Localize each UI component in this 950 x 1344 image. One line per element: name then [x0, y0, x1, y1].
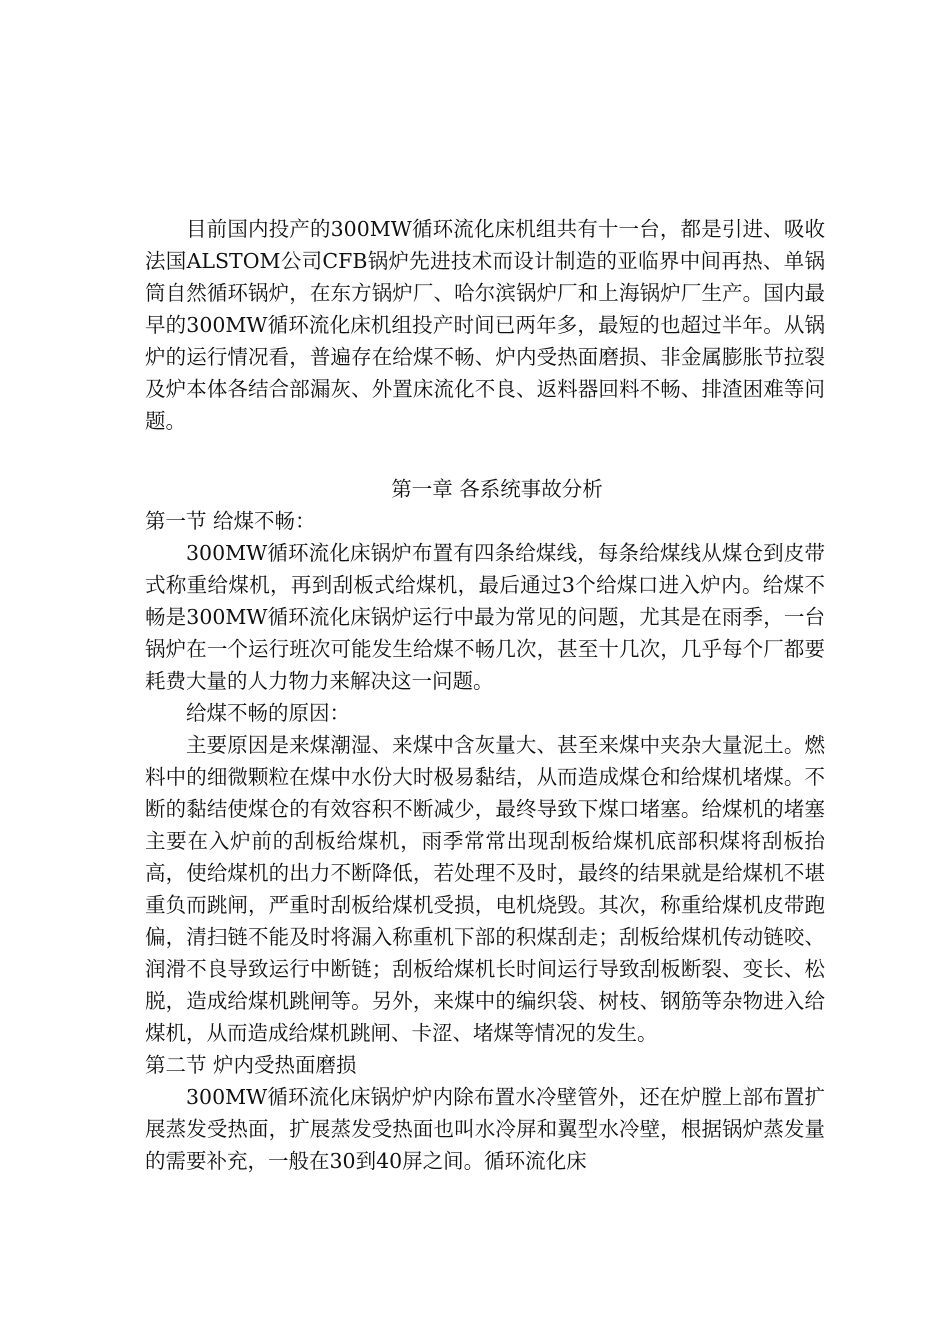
chapter-title: 第一章 各系统事故分析 — [391, 477, 603, 501]
section1-cause-heading: 给煤不畅的原因： — [186, 701, 350, 725]
intro-paragraph: 目前国内投产的300MW循环流化床机组共有十一台，都是引进、吸收法国ALSTOM公司CFB锅炉先进技术而设计制造的亚临界中间再热、单锅筒自然循环锅炉，在东方锅炉厂、哈尔滨锅炉厂和上海锅炉厂生产。国内最早的300MW循环流化床机组投产时间已两年多，最短的也超过半年。从锅炉的运行情况看，普遍存在给煤不畅、炉内受热面磨损、非金属膨胀节拉裂及炉本体各结合部漏灰、外置床流化不良、返料器回料不畅、排渣困难等问题。 — [145, 217, 825, 433]
section1-title: 第一节 给煤不畅： — [145, 509, 316, 533]
section2-paragraph1: 300MW循环流化床锅炉炉内除布置水冷壁管外，还在炉膛上部布置扩展蒸发受热面，扩展蒸发受热面也叫水冷屏和翼型水冷壁，根据锅炉蒸发量的需要补充，一般在30到40屏之间。循环流化床 — [145, 1085, 825, 1173]
document-body — [145, 213, 825, 1177]
section1-paragraph2: 主要原因是来煤潮湿、来煤中含灰量大、甚至来煤中夹杂大量泥土。燃料中的细微颗粒在煤中水份大时极易黏结，从而造成煤仓和给煤机堵煤。不断的黏结使煤仓的有效容积不断减少，最终导致下煤口堵塞。给煤机的堵塞主要在入炉前的刮板给煤机，雨季常常出现刮板给煤机底部积煤将刮板抬高，使给煤机的出力不断降低，若处理不及时，最终的结果就是给煤机不堪重负而跳闸，严重时刮板给煤机受损，电机烧毁。其次，称重给煤机皮带跑偏，清扫链不能及时将漏入称重机下部的积煤刮走；刮板给煤机传动链咬、润滑不良导致运行中断链；刮板给煤机长时间运行导致刮板断裂、变长、松脱，造成给煤机跳闸等。另外，来煤中的编织袋、树枝、钢筋等杂物进入给煤机，从而造成给煤机跳闸、卡涩、堵煤等情况的发生。 — [145, 733, 825, 1045]
section1-paragraph1: 300MW循环流化床锅炉布置有四条给煤线，每条给煤线从煤仓到皮带式称重给煤机，再到刮板式给煤机，最后通过3个给煤口进入炉内。给煤不畅是300MW循环流化床锅炉运行中最为常见的问题，尤其是在雨季，一台锅炉在一个运行班次可能发生给煤不畅几次，甚至十几次，几乎每个厂都要耗费大量的人力物力来解决这一问题。 — [145, 541, 825, 693]
section2-title: 第二节 炉内受热面磨损 — [145, 1053, 357, 1077]
